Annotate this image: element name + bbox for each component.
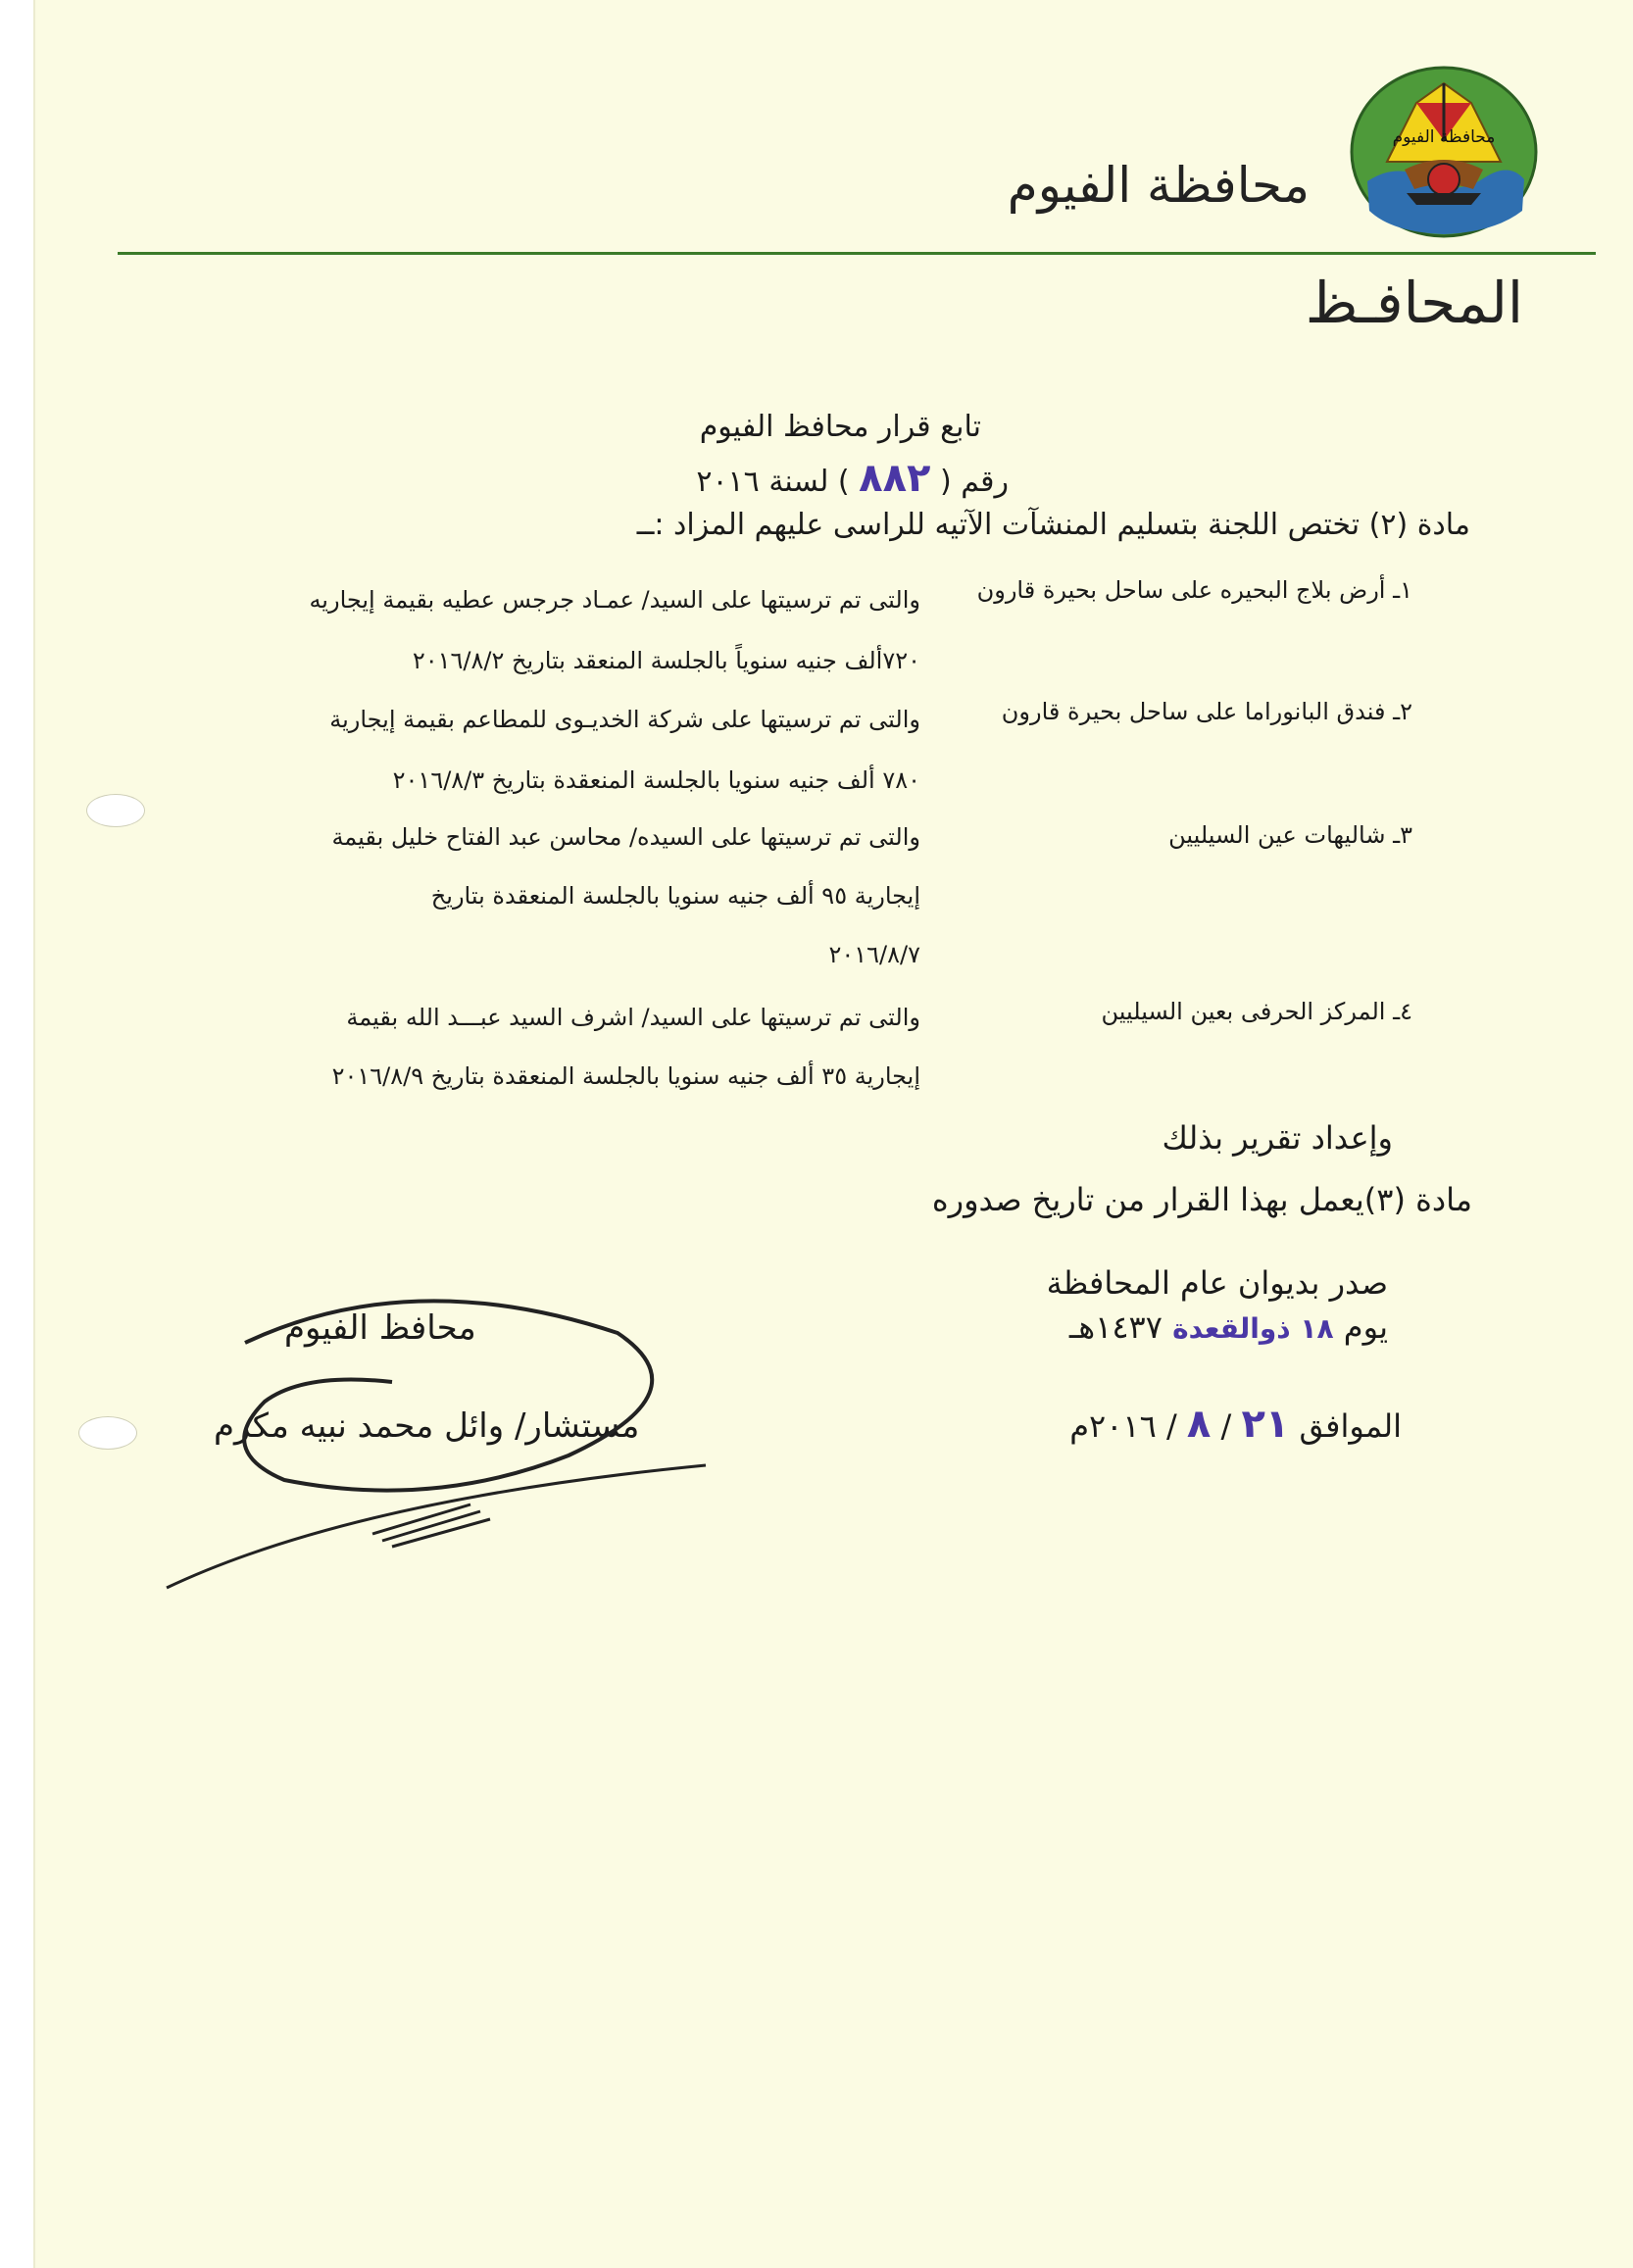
decree-title: تابع قرار محافظ الفيوم (699, 410, 981, 444)
report-line: وإعداد تقرير بذلك (1162, 1119, 1393, 1157)
decree-number-prefix: رقم ( (939, 465, 1009, 499)
issued-hijri-date (1069, 1308, 1388, 1346)
decree-number-handwritten: ٨٨٢ (859, 456, 931, 501)
governorate-logo-icon (1348, 64, 1540, 240)
issued-date-prefix: الموافق (1299, 1407, 1402, 1445)
signature-icon (157, 1284, 745, 1607)
item-1-line-2: ٧٢٠ألف جنيه سنوياً بالجلسة المنعقد بتاريخ ٢٠١٦/٨/٢ (412, 647, 920, 674)
item-2-line-1: والتى تم ترسيتها على شركة الخديـوى للمطاعم بقيمة إيجارية (329, 706, 920, 733)
issued-hijri-year: ١٤٣٧هـ (1068, 1308, 1163, 1346)
issued-date-year: / ٢٠١٦م (1069, 1407, 1177, 1445)
decree-number (696, 456, 1009, 501)
punch-hole-bottom (78, 1416, 137, 1450)
item-3-label: ٣ـ شاليهات عين السيليين (1168, 821, 1412, 849)
paper-margin-line (33, 0, 35, 2268)
punch-hole-top (86, 794, 145, 827)
governorate-name: محافظة الفيوم (1007, 157, 1310, 214)
item-1-line-1: والتى تم ترسيتها على السيد/ عمـاد جرجس عطيه بقيمة إيجاريه (309, 586, 920, 614)
item-4-line-1: والتى تم ترسيتها على السيد/ اشرف السيد عبـــد الله بقيمة (346, 1004, 920, 1031)
paper-margin (0, 0, 33, 2268)
issued-gregorian-date: الموافق ٢١ / ٨ / ٢٠١٦م (1069, 1402, 1402, 1447)
article-2-heading: مادة (٢) تختص اللجنة بتسليم المنشآت الآتيه للراسى عليهم المزاد :ــ (636, 508, 1470, 542)
item-2-line-2: ٧٨٠ ألف جنيه سنويا بالجلسة المنعقدة بتاريخ ٢٠١٦/٨/٣ (392, 766, 920, 794)
item-4-label: ٤ـ المركز الحرفى بعين السيليين (1101, 998, 1412, 1025)
issued-day-prefix: يوم (1343, 1308, 1388, 1346)
article-3: مادة (٣)يعمل بهذا القرار من تاريخ صدوره (931, 1181, 1472, 1218)
issued-place: صدر بديوان عام المحافظة (1046, 1264, 1388, 1302)
issued-day-handwritten: ١٨ ذوالقعدة (1172, 1312, 1334, 1345)
logo-text: محافظة الفيوم (1392, 127, 1496, 147)
item-3-line-3: ٢٠١٦/٨/٧ (828, 941, 920, 968)
signatory-title: محافظ الفيوم (284, 1308, 476, 1348)
item-3-line-1: والتى تم ترسيتها على السيده/ محاسن عبد الفتاح خليل بقيمة (331, 823, 920, 851)
item-1-label: ١ـ أرض بلاج البحيره على ساحل بحيرة قارون (976, 576, 1412, 604)
header-rule (118, 252, 1596, 255)
decree-number-suffix: ) لسنة ٢٠١٦ (696, 465, 850, 499)
item-2-label: ٢ـ فندق البانوراما على ساحل بحيرة قارون (1001, 698, 1412, 725)
issued-date-month-handwritten: ٨ (1186, 1402, 1212, 1447)
item-4-line-2: إيجارية ٣٥ ألف جنيه سنويا بالجلسة المنعقدة بتاريخ ٢٠١٦/٨/٩ (331, 1062, 920, 1090)
signatory-name: مستشار/ وائل محمد نبيه مكرم (214, 1406, 640, 1446)
issued-date-day-handwritten: ٢١ (1241, 1402, 1290, 1447)
item-3-line-2: إيجارية ٩٥ ألف جنيه سنويا بالجلسة المنعقدة بتاريخ (430, 882, 920, 910)
office-title: المحافـظ (1305, 270, 1523, 336)
